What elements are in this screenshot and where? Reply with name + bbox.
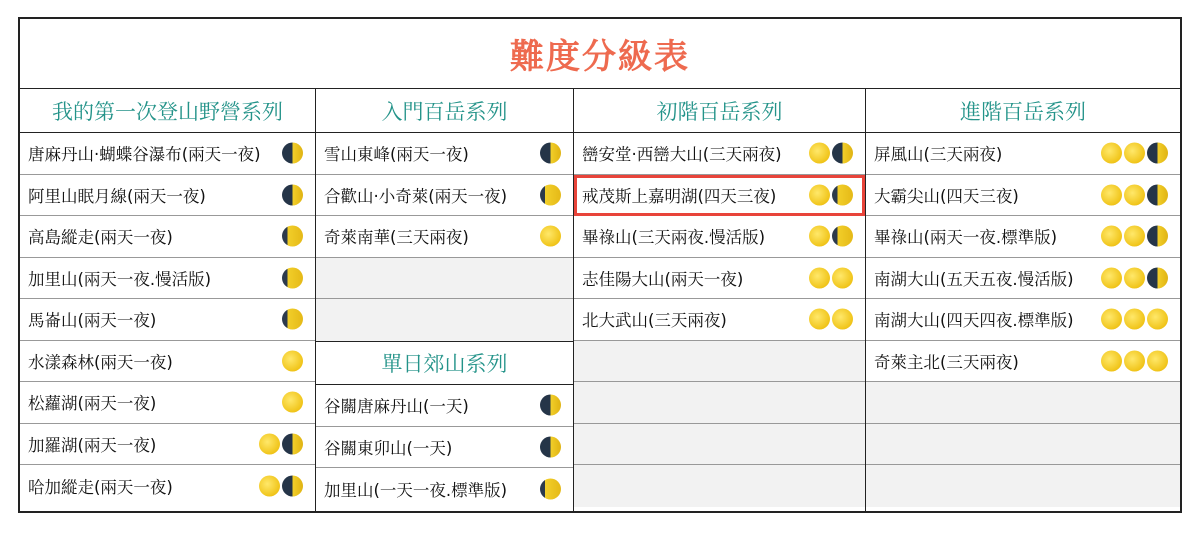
row-list: [20, 133, 315, 507]
full-moon-icon: [809, 184, 830, 205]
empty-row: [866, 382, 1180, 424]
difficulty-rating: [282, 309, 303, 330]
trip-label: 合歡山·小奇萊(兩天一夜): [324, 186, 508, 206]
trip-label: 北大武山(三天兩夜): [582, 311, 727, 331]
empty-row: [316, 258, 573, 300]
column-beginner-peaks: [316, 89, 574, 513]
trip-label: 高島縱走(兩天一夜): [28, 228, 173, 248]
gibbous-moon-icon: [540, 184, 561, 205]
table-title: 難度分級表: [20, 19, 1180, 89]
trip-label: 阿里山眠月線(兩天一夜): [28, 186, 206, 206]
trip-label: 雪山東峰(兩天一夜): [324, 145, 469, 165]
empty-row: [574, 465, 865, 507]
table-row: [20, 341, 315, 383]
table-row: [20, 216, 315, 258]
empty-row: [866, 465, 1180, 507]
full-moon-icon: [282, 392, 303, 413]
gibbous-moon-icon: [832, 184, 853, 205]
difficulty-rating: [809, 143, 853, 164]
half-moon-icon: [1147, 184, 1168, 205]
row-list: [316, 133, 573, 341]
trip-label: 馬崙山(兩天一夜): [28, 311, 157, 331]
difficulty-rating: [809, 226, 853, 247]
difficulty-rating: [282, 392, 303, 413]
half-moon-icon: [1147, 143, 1168, 164]
table-row: [866, 341, 1180, 383]
full-moon-icon: [1124, 226, 1145, 247]
full-moon-icon: [1101, 350, 1122, 371]
trip-label: 加羅湖(兩天一夜): [28, 435, 157, 455]
difficulty-rating: [282, 226, 303, 247]
sub-row-list: [316, 385, 573, 510]
empty-row: [866, 424, 1180, 466]
row-list: [574, 133, 865, 507]
difficulty-table: [18, 17, 1182, 513]
difficulty-rating: [540, 226, 561, 247]
table-row: [316, 133, 573, 175]
difficulty-rating: [1101, 184, 1168, 205]
difficulty-rating: [282, 350, 303, 371]
difficulty-rating: [540, 184, 561, 205]
full-moon-icon: [1124, 143, 1145, 164]
trip-label: 奇萊主北(三天兩夜): [874, 352, 1019, 372]
trip-label: 唐麻丹山·蝴蝶谷瀑布(兩天一夜): [28, 145, 261, 165]
difficulty-rating: [282, 184, 303, 205]
gibbous-moon-icon: [832, 226, 853, 247]
trip-label: 谷關唐麻丹山(一天): [324, 397, 469, 417]
trip-label: 加里山(兩天一夜.慢活版): [28, 269, 212, 289]
full-moon-icon: [259, 475, 280, 496]
table-row: [20, 424, 315, 466]
trip-label: 奇萊南華(三天兩夜): [324, 228, 469, 248]
table-row: [866, 299, 1180, 341]
half-moon-icon: [282, 433, 303, 454]
gibbous-moon-icon: [540, 478, 561, 499]
table-row: [574, 216, 865, 258]
full-moon-icon: [1101, 267, 1122, 288]
table-row: [316, 175, 573, 217]
full-moon-icon: [1124, 350, 1145, 371]
column-header: 進階百岳系列: [866, 89, 1180, 133]
full-moon-icon: [1124, 184, 1145, 205]
full-moon-icon: [1147, 350, 1168, 371]
full-moon-icon: [1124, 267, 1145, 288]
table-row: [316, 385, 573, 427]
full-moon-icon: [809, 267, 830, 288]
table-row: [20, 299, 315, 341]
half-moon-icon: [282, 475, 303, 496]
trip-label: 哈加縱走(兩天一夜): [28, 477, 173, 497]
trip-label: 南湖大山(四天四夜.標準版): [874, 311, 1074, 331]
column-header: 入門百岳系列: [316, 89, 573, 133]
half-moon-icon: [540, 436, 561, 457]
half-moon-icon: [1147, 226, 1168, 247]
half-moon-icon: [832, 143, 853, 164]
difficulty-rating: [259, 433, 303, 454]
gibbous-moon-icon: [282, 309, 303, 330]
table-row: [316, 216, 573, 258]
half-moon-icon: [282, 143, 303, 164]
gibbous-moon-icon: [282, 226, 303, 247]
empty-row: [574, 382, 865, 424]
difficulty-rating: [540, 143, 561, 164]
trip-label: 屏風山(三天兩夜): [874, 145, 1003, 165]
difficulty-rating: [809, 309, 853, 330]
gibbous-moon-icon: [282, 267, 303, 288]
difficulty-rating: [282, 143, 303, 164]
difficulty-rating: [809, 184, 853, 205]
full-moon-icon: [282, 350, 303, 371]
full-moon-icon: [1147, 309, 1168, 330]
table-row: [20, 258, 315, 300]
column-advanced-peaks: [866, 89, 1180, 513]
difficulty-rating: [1101, 309, 1168, 330]
difficulty-rating: [1101, 226, 1168, 247]
full-moon-icon: [1101, 309, 1122, 330]
table-row: [316, 427, 573, 469]
column-header: 我的第一次登山野營系列: [20, 89, 315, 133]
table-row: [574, 299, 865, 341]
table-row: [20, 133, 315, 175]
full-moon-icon: [809, 226, 830, 247]
table-row: [574, 133, 865, 175]
full-moon-icon: [832, 267, 853, 288]
full-moon-icon: [1101, 143, 1122, 164]
column-entry-peaks: [574, 89, 866, 513]
full-moon-icon: [809, 143, 830, 164]
full-moon-icon: [1101, 184, 1122, 205]
difficulty-rating: [1101, 267, 1168, 288]
difficulty-rating: [540, 395, 561, 416]
column-header: 初階百岳系列: [574, 89, 865, 133]
full-moon-icon: [832, 309, 853, 330]
half-moon-icon: [540, 143, 561, 164]
row-list: [866, 133, 1180, 507]
full-moon-icon: [1124, 309, 1145, 330]
trip-label: 水漾森林(兩天一夜): [28, 352, 173, 372]
sub-header-day-hikes: 單日郊山系列: [316, 341, 573, 385]
half-moon-icon: [540, 395, 561, 416]
table-row: [574, 175, 865, 217]
trip-label: 戒茂斯上嘉明湖(四天三夜): [582, 186, 777, 206]
table-row: [866, 175, 1180, 217]
table-row: [866, 216, 1180, 258]
trip-label: 志佳陽大山(兩天一夜): [582, 269, 744, 289]
table-row: [20, 465, 315, 507]
table-row: [866, 258, 1180, 300]
empty-row: [316, 299, 573, 341]
difficulty-rating: [282, 267, 303, 288]
difficulty-rating: [259, 475, 303, 496]
full-moon-icon: [540, 226, 561, 247]
full-moon-icon: [259, 433, 280, 454]
trip-label: 巒安堂·西巒大山(三天兩夜): [582, 145, 782, 165]
trip-label: 畢祿山(三天兩夜.慢活版): [582, 228, 766, 248]
column-first-camping: [20, 89, 316, 513]
table-row: [20, 175, 315, 217]
trip-label: 南湖大山(五天五夜.慢活版): [874, 269, 1074, 289]
full-moon-icon: [1101, 226, 1122, 247]
half-moon-icon: [1147, 267, 1168, 288]
difficulty-rating: [1101, 350, 1168, 371]
trip-label: 加里山(一天一夜.標準版): [324, 480, 508, 500]
table-row: [866, 133, 1180, 175]
full-moon-icon: [809, 309, 830, 330]
trip-label: 松蘿湖(兩天一夜): [28, 394, 157, 414]
table-row: [316, 468, 573, 510]
difficulty-rating: [540, 478, 561, 499]
table-row: [574, 258, 865, 300]
difficulty-rating: [1101, 143, 1168, 164]
difficulty-rating: [809, 267, 853, 288]
table-row: [20, 382, 315, 424]
half-moon-icon: [282, 184, 303, 205]
trip-label: 谷關東卯山(一天): [324, 438, 453, 458]
empty-row: [574, 424, 865, 466]
empty-row: [574, 341, 865, 383]
trip-label: 大霸尖山(四天三夜): [874, 186, 1019, 206]
difficulty-rating: [540, 436, 561, 457]
trip-label: 畢祿山(兩天一夜.標準版): [874, 228, 1058, 248]
